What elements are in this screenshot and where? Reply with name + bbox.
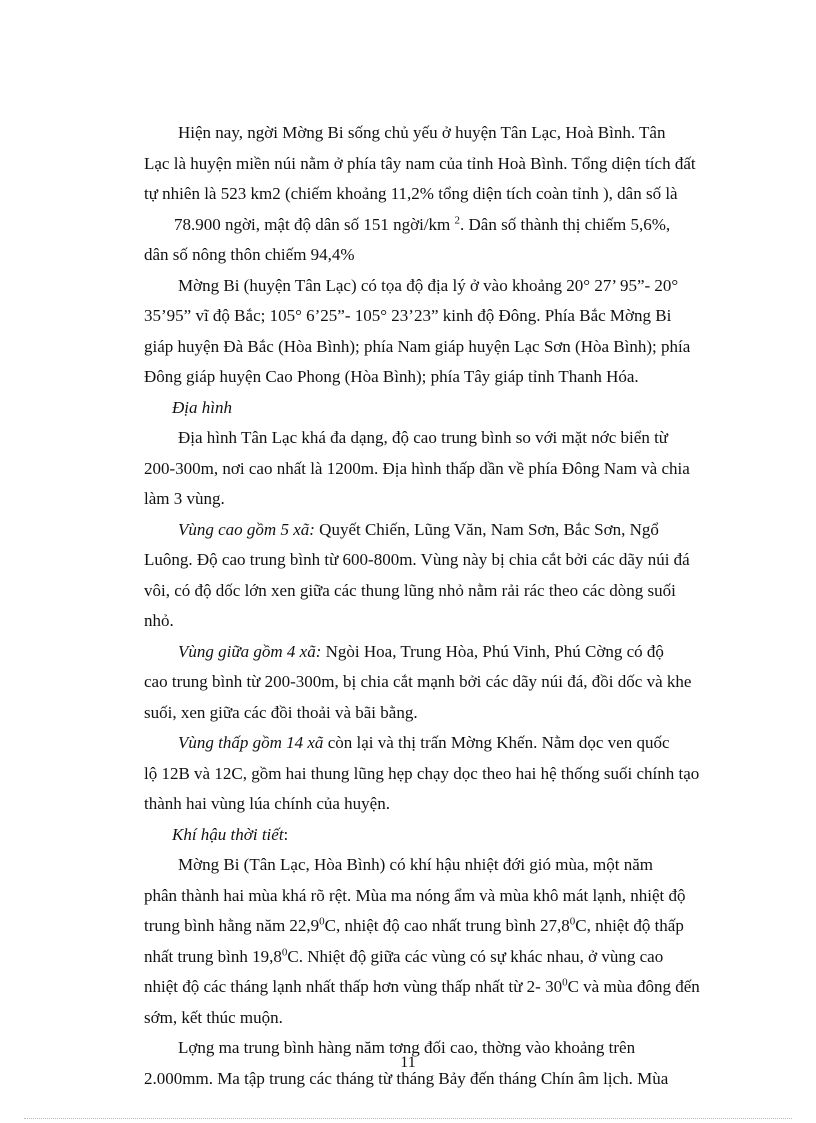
text-fragment: C. Nhiệt độ giữa các vùng có sự khác nhau, ở vùng cao <box>287 946 664 966</box>
text-line: Địa hình Tân Lạc khá đa dạng, độ cao trung bình so với mặt nớc biển từ <box>178 428 669 447</box>
text-line: phân thành hai mùa khá rõ rệt. Mùa ma nóng ẩm và mùa khô mát lạnh, nhiệt độ <box>144 885 686 905</box>
superscript: 0 <box>281 945 288 958</box>
text-line: Mờng Bi (huyện Tân Lạc) có tọa độ địa lý ở vào khoảng 20° 27’ 95”- 20° <box>178 275 679 295</box>
text-fragment: trung bình hằng năm 22,9 <box>144 916 320 935</box>
text-line <box>144 942 742 973</box>
text-line: Lạc là huyện miền núi nằm ở phía tây nam của tỉnh Hoà Bình. Tổng diện tích đất <box>144 153 696 173</box>
text-line <box>144 210 742 241</box>
heading-text: Khí hậu thời tiết <box>172 824 284 844</box>
paragraph-terrain <box>144 423 742 515</box>
paragraph-coordinates <box>144 271 742 393</box>
text-fragment: Ngòi Hoa, Trung Hòa, Phú Vinh, Phú Cờng có độ <box>321 641 664 661</box>
text-line: lộ 12B và 12C, gồm hai thung lũng hẹp chạy dọc theo hai hệ thống suối chính tạo <box>144 763 700 783</box>
text-fragment: C, nhiệt độ thấp <box>575 916 684 935</box>
paragraph-lowland <box>144 728 742 820</box>
text-line: nhỏ. <box>144 611 174 630</box>
text-line: 35’95” vĩ độ Bắc; 105° 6’25”- 105° 23’23” kinh độ Đông. Phía Bắc Mờng Bi <box>144 306 672 325</box>
text-fragment: C và mùa đông đến <box>567 977 700 996</box>
text-line: thành hai vùng lúa chính của huyện. <box>144 794 390 813</box>
text-line <box>144 911 742 942</box>
text-line: Mờng Bi (Tân Lạc, Hòa Bình) có khí hậu nhiệt đới gió mùa, một năm <box>178 855 654 874</box>
text-line <box>144 515 742 546</box>
body-text <box>144 118 742 1094</box>
text-line: 200-300m, nơi cao nhất là 1200m. Địa hình thấp dần về phía Đông Nam và chia <box>144 458 690 478</box>
text-line: dân số nông thôn chiếm 94,4% <box>144 245 355 264</box>
paragraph-midland <box>144 637 742 729</box>
section-heading-climate <box>144 820 742 851</box>
text-line: 2.000mm. Ma tập trung các tháng từ tháng Bảy đến tháng Chín âm lịch. Mùa <box>144 1068 669 1088</box>
text-fragment: . Dân số thành thị chiếm 5,6%, <box>460 214 671 234</box>
text-line: Luông. Độ cao trung bình từ 600-800m. Vùng này bị chia cắt bởi các dãy núi đá <box>144 550 690 569</box>
paragraph-population <box>144 118 742 271</box>
text-line <box>144 728 742 759</box>
text-fragment: nhiệt độ các tháng lạnh nhất thấp hơn vùng thấp nhất từ 2- 30 <box>144 977 563 996</box>
text-fragment: Quyết Chiến, Lũng Văn, Nam Sơn, Bắc Sơn, Ngổ <box>314 519 659 539</box>
italic-lead: Vùng cao gồm 5 xã: <box>178 519 315 539</box>
text-line <box>144 637 742 668</box>
text-line: làm 3 vùng. <box>144 489 225 508</box>
paragraph-climate <box>144 850 742 1033</box>
text-fragment: còn lại và thị trấn Mờng Khến. Nằm dọc ven quốc <box>323 733 670 752</box>
heading-colon: : <box>283 824 289 844</box>
text-fragment: C, nhiệt độ cao nhất trung bình 27,8 <box>324 916 570 935</box>
italic-lead: Vùng giữa gồm 4 xã: <box>178 641 322 661</box>
text-line: giáp huyện Đà Bắc (Hòa Bình); phía Nam giáp huyện Lạc Sơn (Hòa Bình); phía <box>144 336 691 356</box>
page-bottom-divider <box>24 1118 792 1119</box>
text-line: Hiện nay, ngời Mờng Bi sống chủ yếu ở huyện Tân Lạc, Hoà Bình. Tân <box>178 123 666 142</box>
text-line: Đông giáp huyện Cao Phong (Hòa Bình); phía Tây giáp tỉnh Thanh Hóa. <box>144 367 639 386</box>
text-line: tự nhiên là 523 km2 (chiếm khoảng 11,2% tổng diện tích coàn tỉnh ), dân số là <box>144 184 678 203</box>
italic-lead: Vùng thấp gồm 14 xã <box>178 733 324 752</box>
text-line: vôi, có độ dốc lớn xen giữa các thung lũng nhỏ nằm rải rác theo các dòng suối <box>144 580 676 600</box>
text-fragment: nhất trung bình 19,8 <box>144 946 282 966</box>
text-line <box>144 972 742 1003</box>
text-fragment: 78.900 ngời, mật độ dân số 151 ngời/km <box>174 214 451 234</box>
text-line: sớm, kết thúc muộn. <box>144 1007 283 1027</box>
superscript: 2 <box>454 213 461 226</box>
page-number: 11 <box>400 1054 416 1071</box>
text-line: cao trung bình từ 200-300m, bị chia cắt mạnh bởi các dãy núi đá, đồi dốc và khe <box>144 672 692 691</box>
section-heading-terrain: Địa hình <box>172 397 232 417</box>
text-line: Lợng ma trung bình hàng năm tơng đối cao, thờng vào khoảng trên <box>178 1038 636 1057</box>
superscript: 0 <box>562 976 568 989</box>
paragraph-highland <box>144 515 742 637</box>
text-line: suối, xen giữa các đồi thoải và bãi bằng. <box>144 702 418 722</box>
superscript: 0 <box>569 915 576 928</box>
superscript: 0 <box>319 915 325 928</box>
